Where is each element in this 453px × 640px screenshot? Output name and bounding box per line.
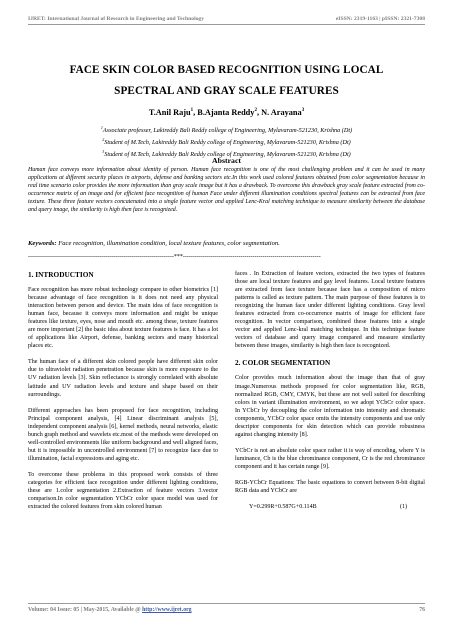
- footer-volume-text: Volume: 04 Issue: 05 | May-2015, Available @: [28, 607, 143, 613]
- keywords-text: Face recognition, illumination condition, local texture features, color segmentation.: [56, 240, 280, 247]
- title-line-1: FACE SKIN COLOR BASED RECOGNITION USING LOCAL: [69, 64, 384, 76]
- keywords-label: Keywords:: [28, 240, 57, 247]
- author-list: [0, 108, 453, 117]
- affiliation-2: [0, 136, 453, 148]
- journal-name: IJRET: International Journal of Research in Engineering and Technology: [28, 16, 205, 22]
- author-separator: ,: [193, 108, 198, 117]
- keywords: [28, 240, 425, 248]
- affiliation-2-text: Student of M.Tech, Lakireddy Bali Reddy college of Engineering, Mylavaram-521230, Krishna (Dt): [104, 138, 351, 146]
- intro-paragraph-3: Different approaches has been proposed for face recognition, including Principal component analysis, [4] Linear discriminant analysis [5], independent component analysis [6], kernel methods, neural networks, elastic bunch graph method and wavelets etc.most of the methods were developed on well-controlled environments like uniform background and well aligned faces, but it is impossible in uncontrolled environment [7] to recognize face due to illumination, facial expressions and aging etc.: [28, 407, 218, 462]
- equation-number: (1): [399, 504, 407, 511]
- equation-text: Y=0.299R+0.587G+0.114B: [249, 504, 317, 511]
- segmentation-paragraph-2: YCbCr is not an absolute color space rather it is way of encoding, where Y is luminance, Cb is the blue chrominance component, Cr is the red chrominance component and it has certain range [9].: [235, 447, 425, 470]
- author-separator: ,: [256, 108, 262, 117]
- left-column: [28, 270, 218, 519]
- affiliation-1-sup: 1: [100, 125, 103, 130]
- right-column: [235, 270, 425, 511]
- section-separator: -------------------------------------------------------------------------***---------------------------------------------------------------------: [28, 254, 321, 260]
- intro-continued-paragraph: faces . In Extraction of feature vectors, extracted the two types of features those are local texture features and gay level features. Local texture features are extracted from face texture because face has a composition of micro patterns is called as texture pattern. The main purpose of these features is to recognizing the human face under different lighting conditions. Gray level features extracted from co-occurrence matrix of image for efficient face recognition. In vector comparison, combined these features into a single vector and applied Lenc-kral matching technique. In this technique feature vectors of database and query image compared and measure similarity between these images, similarity is high then face is recognized.: [235, 271, 425, 350]
- equation-1: [235, 503, 425, 511]
- header-divider: [28, 24, 425, 25]
- affiliation-1-text: Associate professer, Lakireddy Bali Reddy college of Engineering, Mylavaram-521230, Krishna (Dt): [102, 127, 353, 135]
- page-number: 76: [419, 607, 425, 613]
- author-1: T.Anil Raju: [148, 108, 191, 117]
- affiliation-1: [0, 124, 453, 136]
- affiliation-2-sup: 2: [102, 136, 105, 142]
- footer-volume: [28, 607, 192, 613]
- abstract-heading: Abstract: [211, 156, 241, 165]
- footer-divider: [28, 603, 425, 604]
- affiliation-3-sup: 3: [102, 148, 105, 154]
- segmentation-paragraph-3: RGB-YCbCr Equations: The basic equations to convert between 8-bit digital RGB data and YCbCr are: [235, 479, 425, 495]
- intro-paragraph-4: To overcome these problems in this proposed work consists of three categories for efficient face recognition under different lighting conditions, these are 1.color segmentation 2.Extraction of feature vectors 3.vector comparison.In color segmentation YCbCr color space model was used for extracted the colored features from skin colored human: [28, 471, 218, 511]
- affiliations: [0, 124, 453, 160]
- intro-paragraph-2: The human face of a different skin colored people have different skin color due to ultraviolet radiation penetration because skin is more exposure to the UV radiation levels [3]. Skin reflectance is strongly correlated with absolute latitude and UV radiation levels and texture and shape based on their surroundings.: [28, 359, 218, 398]
- author-3-sup: 3: [301, 108, 305, 114]
- author-2: B.Ajanta Reddy: [197, 108, 255, 117]
- affiliation-3-text: Student of M.Tech, Lakireddy Bali Reddy college of Engineering, Mylavaram-521230, Krishna (Dt): [104, 150, 351, 158]
- color-segmentation-heading: 2. COLOR SEGMENTATION: [235, 358, 331, 368]
- author-3: N. Arayana: [261, 108, 302, 117]
- page-footer: [28, 607, 425, 613]
- segmentation-paragraph-1: Color provides much information about the image than that of gray image.Numerous methods proposed for color segmentation like, RGB, normalized RGB, CMY, CMYK, but these are not well suited for describing colors in variant illumination environment, so we adopt YCbCr color space. In YCbCr by decoupling the color information into intensity and chromatic components, YCbCr color space omits the intensity components and use only descriptor components for skin detection which can provide robustness against changing intensity [8].: [235, 375, 425, 438]
- abstract-text: Human face conveys more information about identity of person. Human face recognition is one of the most challenging problem and it can be used in many applications at different security places in airports, defense and banking sectors etc.In this work used colored features obtained from color segmentation because in real time scenario color provides the more information than gray scale image but it has a drawback. To overcome this drawback gray scale feature extracted from co-occurrence matrix of an image and for efficient face recognition of human Face under different illumination conditions spectral features can be extracted from face texture. These three feature vectors concatenated into a single feature vector and applied Lenc-Kral matching technique to measure similarity between the database and query image, the similarity is high then face is recognized.: [28, 167, 425, 213]
- title-line-2: SPECTRAL AND GRAY SCALE FEATURES: [114, 85, 339, 97]
- paper-title: [40, 60, 413, 102]
- journal-header: [28, 12, 425, 22]
- journal-link[interactable]: http://www.ijret.org: [142, 607, 192, 613]
- author-1-sup: 1: [190, 108, 194, 114]
- issn-info: eISSN: 2319-1163 | pISSN: 2321-7308: [335, 16, 425, 22]
- introduction-heading: 1. INTRODUCTION: [28, 270, 94, 279]
- intro-paragraph-1: Face recognition has more robust technology compare to other biometrics [1] because advantage of face recognition is it does not need any physical interaction between person and device. The main idea of face recognition is human face, because it conveys more information and might be unique features like texture, eyes, nose and mouth etc. among these, texture features are more important [2] the basic idea about texture features is face. It has a lot of applications like Airport, defense, banking sectors and many historical places etc.: [28, 287, 218, 350]
- author-2-sup: 2: [254, 108, 257, 114]
